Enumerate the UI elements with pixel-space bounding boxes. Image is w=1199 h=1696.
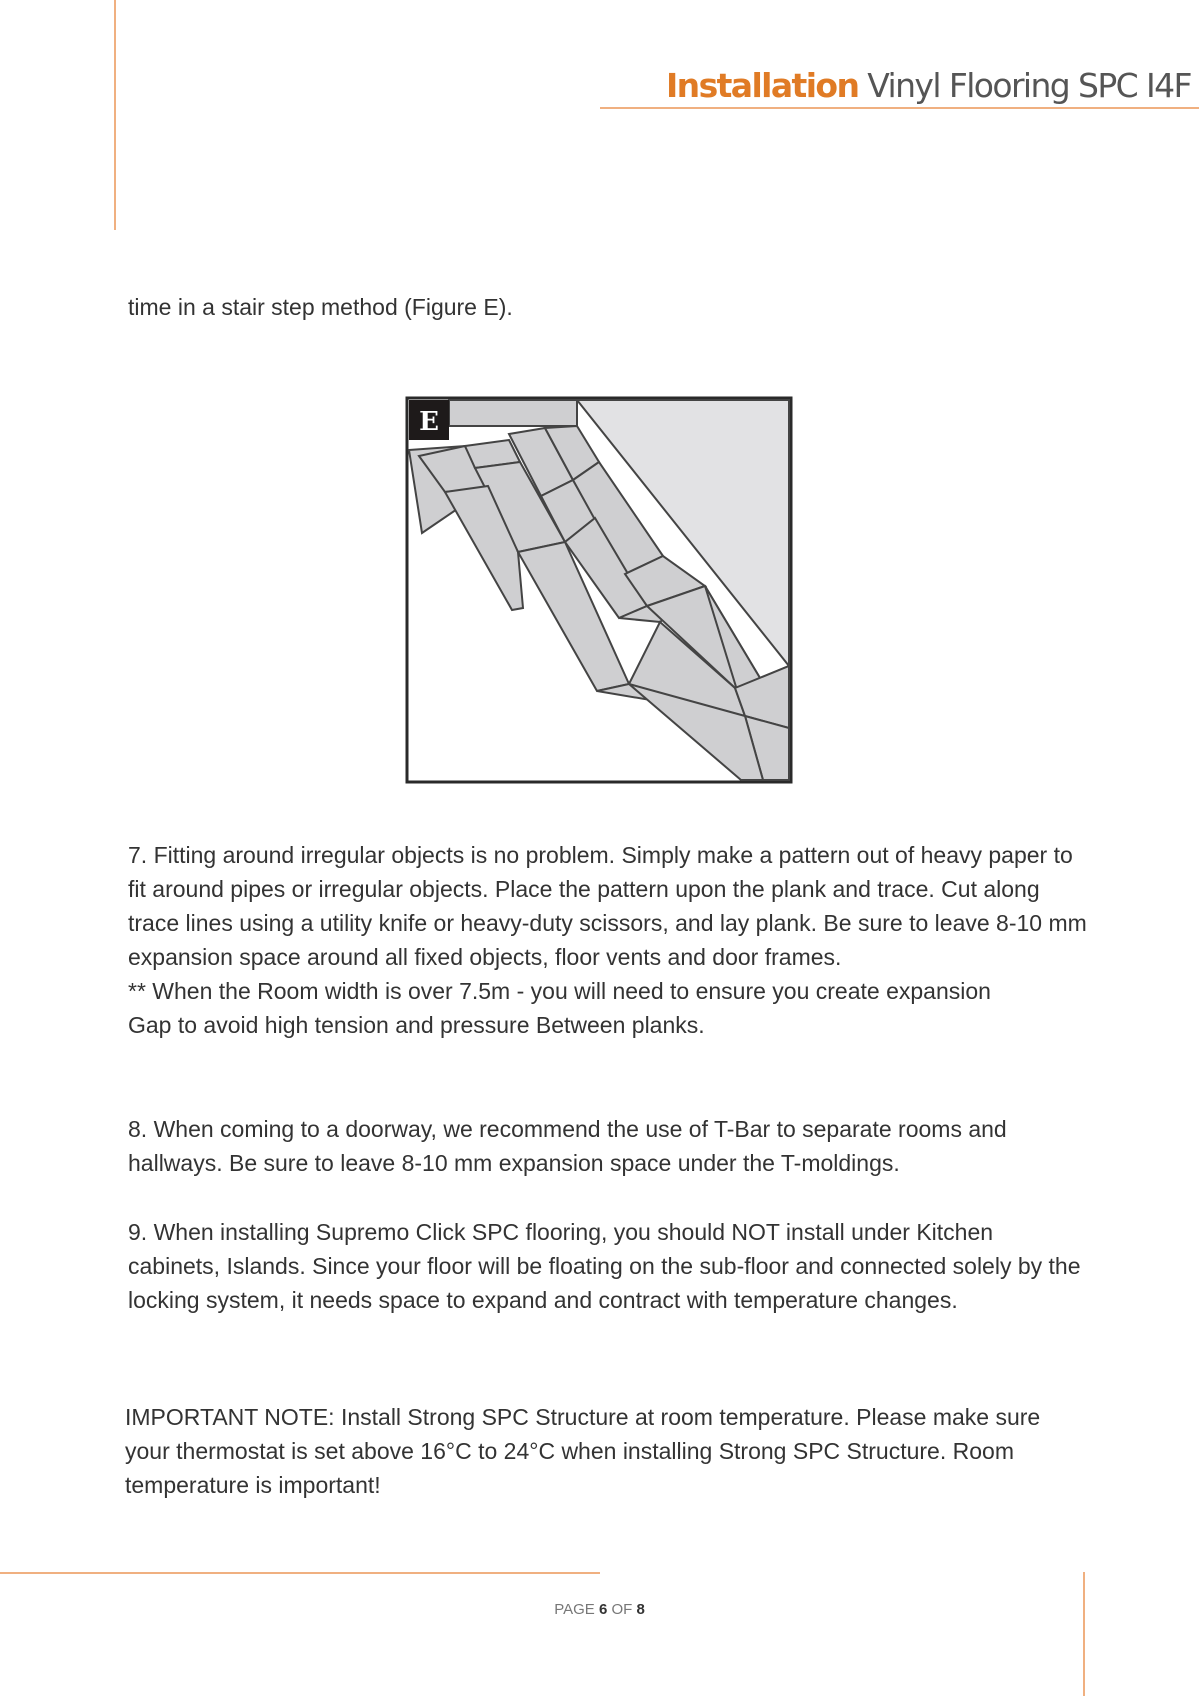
top-plank-row	[449, 400, 577, 426]
top-left-vertical-rule	[114, 0, 116, 230]
step-7-note-line-1: ** When the Room width is over 7.5m - you will need to ensure you create expansion	[128, 978, 991, 1004]
step-7-paragraph	[128, 838, 1088, 1042]
footer-of-word: OF	[611, 1601, 633, 1618]
page-footer	[0, 1601, 1199, 1618]
intro-line: time in a stair step method (Figure E).	[128, 294, 513, 320]
step-9-paragraph: 9. When installing Supremo Click SPC flooring, you should NOT install under Kitchen cabinets, Islands. Since your floor will be floating on the sub-floor and connected solely by the locking system, it needs space to expand and contract with temperature changes.	[128, 1219, 1081, 1313]
footer-page-total: 8	[636, 1601, 645, 1618]
figure-e-illustration	[405, 396, 793, 784]
header-accent-word: Installation	[666, 66, 859, 105]
step-7-text: 7. Fitting around irregular objects is no problem. Simply make a pattern out of heavy paper to fit around pipes or irregular objects. Place the pattern upon the plank and trace. Cut along trace lines using a utility knife or heavy-duty scissors, and lay plank. Be sure to leave 8-10 mm expansion space around all fixed objects, floor vents and door frames.	[128, 842, 1087, 970]
header-title-rest: Vinyl Flooring SPC I4F	[867, 66, 1191, 105]
step-7-note-line-2: Gap to avoid high tension and pressure Between planks.	[128, 1012, 705, 1038]
footer-page-current: 6	[598, 1601, 608, 1618]
footer-page-word: PAGE	[554, 1601, 595, 1618]
step-8-paragraph: 8. When coming to a doorway, we recommend the use of T-Bar to separate rooms and hallways. Be sure to leave 8-10 mm expansion space under the T-moldings.	[128, 1116, 1007, 1176]
bottom-right-vertical-rule	[1083, 1572, 1085, 1696]
page-header-title	[666, 66, 1191, 105]
footer-rule	[0, 1572, 600, 1574]
header-underline	[600, 107, 1199, 109]
figure-label: E	[419, 407, 439, 437]
important-note: IMPORTANT NOTE: Install Strong SPC Structure at room temperature. Please make sure your thermostat is set above 16°C to 24°C when installing Strong SPC Structure. Room temperature is important!	[125, 1404, 1041, 1498]
